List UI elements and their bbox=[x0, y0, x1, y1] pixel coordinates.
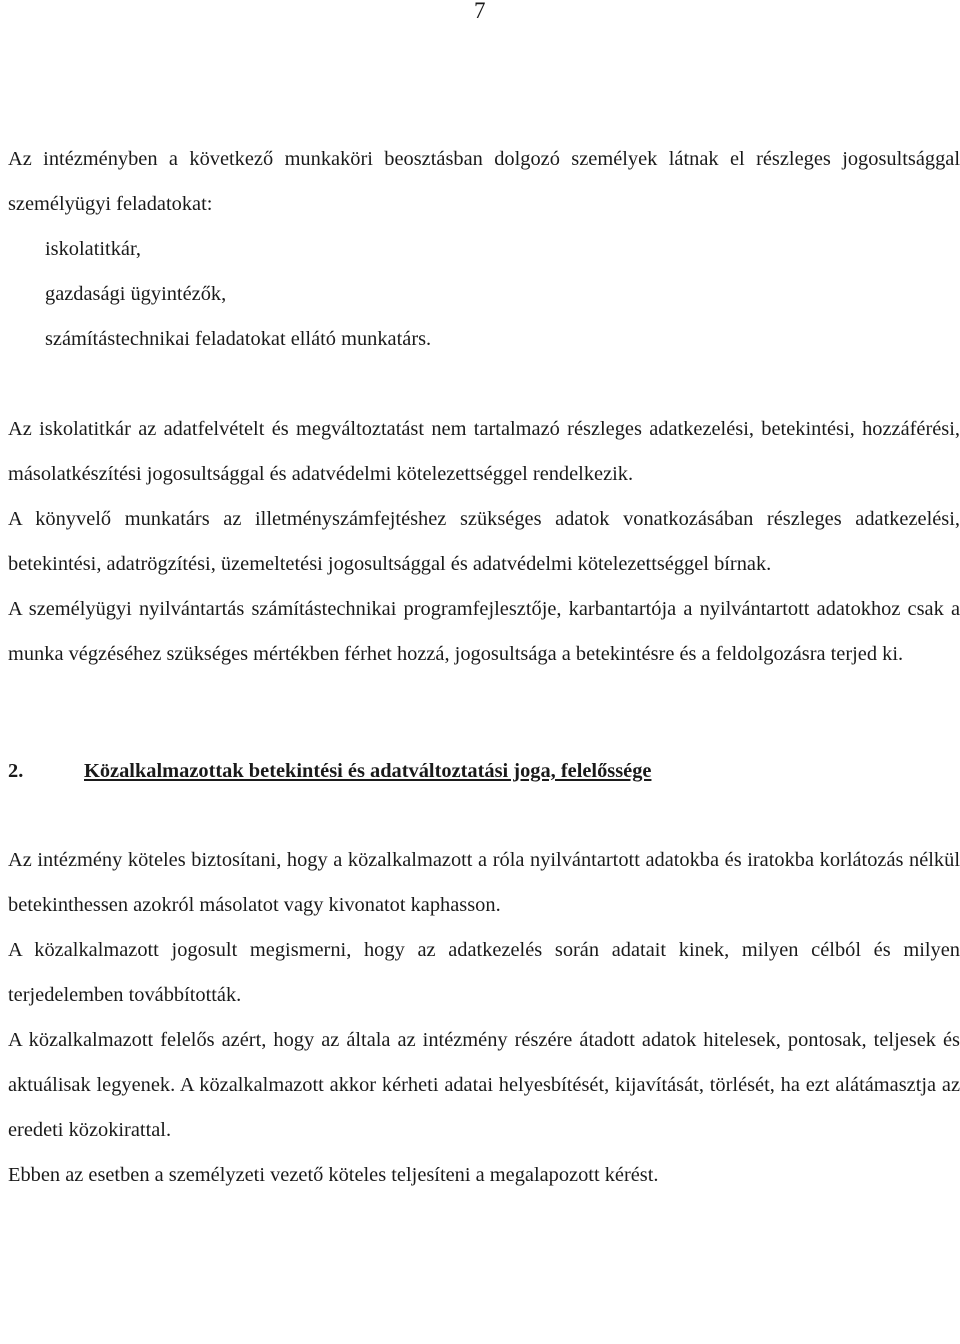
spacer bbox=[8, 794, 960, 838]
section-title: Közalkalmazottak betekintési és adatváltoztatási joga, felelőssége bbox=[84, 760, 652, 782]
section-paragraph: Ebben az esetben a személyzeti vezető köteles teljesíteni a megalapozott kérést. bbox=[8, 1164, 659, 1186]
section-paragraph: A közalkalmazott felelős azért, hogy az általa az intézmény részére átadott adatok hitelesek, pontosak, teljesek és aktuálisak legyenek. A közalkalmazott akkor kérheti adatai helyesbítését, kijavítását, törlését, ha ezt alátámasztja az eredeti közokirattal. bbox=[8, 1029, 960, 1141]
roles-paragraph-accountant: A könyvelő munkatárs az illetményszámfejtéshez szükséges adatok vonatkozásában részleges adatkezelési, betekintési, adatrögzítési, üzemeltetési jogosultsággal és adatvédelmi kötelezettséggel bírnak. bbox=[8, 508, 960, 575]
section-number: 2. bbox=[8, 760, 24, 782]
staff-list bbox=[8, 227, 960, 362]
list-item: iskolatitkár, bbox=[45, 238, 142, 260]
spacer bbox=[8, 362, 960, 407]
section-paragraph: Az intézmény köteles biztosítani, hogy a közalkalmazott a róla nyilvántartott adatokba és iratokba korlátozás nélkül betekinthessen azokról másolatot vagy kivonatot kaphasson. bbox=[8, 849, 960, 916]
list-item: számítástechnikai feladatokat ellátó munkatárs. bbox=[45, 328, 432, 350]
roles-paragraph-secretary: Az iskolatitkár az adatfelvételt és megváltoztatást nem tartalmazó részleges adatkezelési, betekintési, hozzáférési, másolatkészítési jogosultsággal és adatvédelmi kötelezettséggel rendelkezik. bbox=[8, 418, 960, 485]
list-item: gazdasági ügyintézők, bbox=[45, 283, 227, 305]
spacer bbox=[8, 677, 960, 749]
roles-paragraph-developer: A személyügyi nyilvántartás számítástechnikai programfejlesztője, karbantartója a nyilvántartott adatokhoz csak a munka végzéséhez szükséges mértékben férhet hozzá, jogosultsága a betekintésre és a feldolgozásra terjed ki. bbox=[8, 598, 960, 665]
section-paragraph: A közalkalmazott jogosult megismerni, hogy az adatkezelés során adatait kinek, milyen célból és milyen terjedelemben továbbították. bbox=[8, 939, 960, 1006]
intro-paragraph: Az intézményben a következő munkaköri beosztásban dolgozó személyek látnak el részleges jogosultsággal személyügyi feladatokat: bbox=[8, 148, 960, 215]
section-heading bbox=[8, 749, 960, 794]
page-number: 7 bbox=[474, 0, 486, 23]
document-body bbox=[8, 137, 960, 1198]
